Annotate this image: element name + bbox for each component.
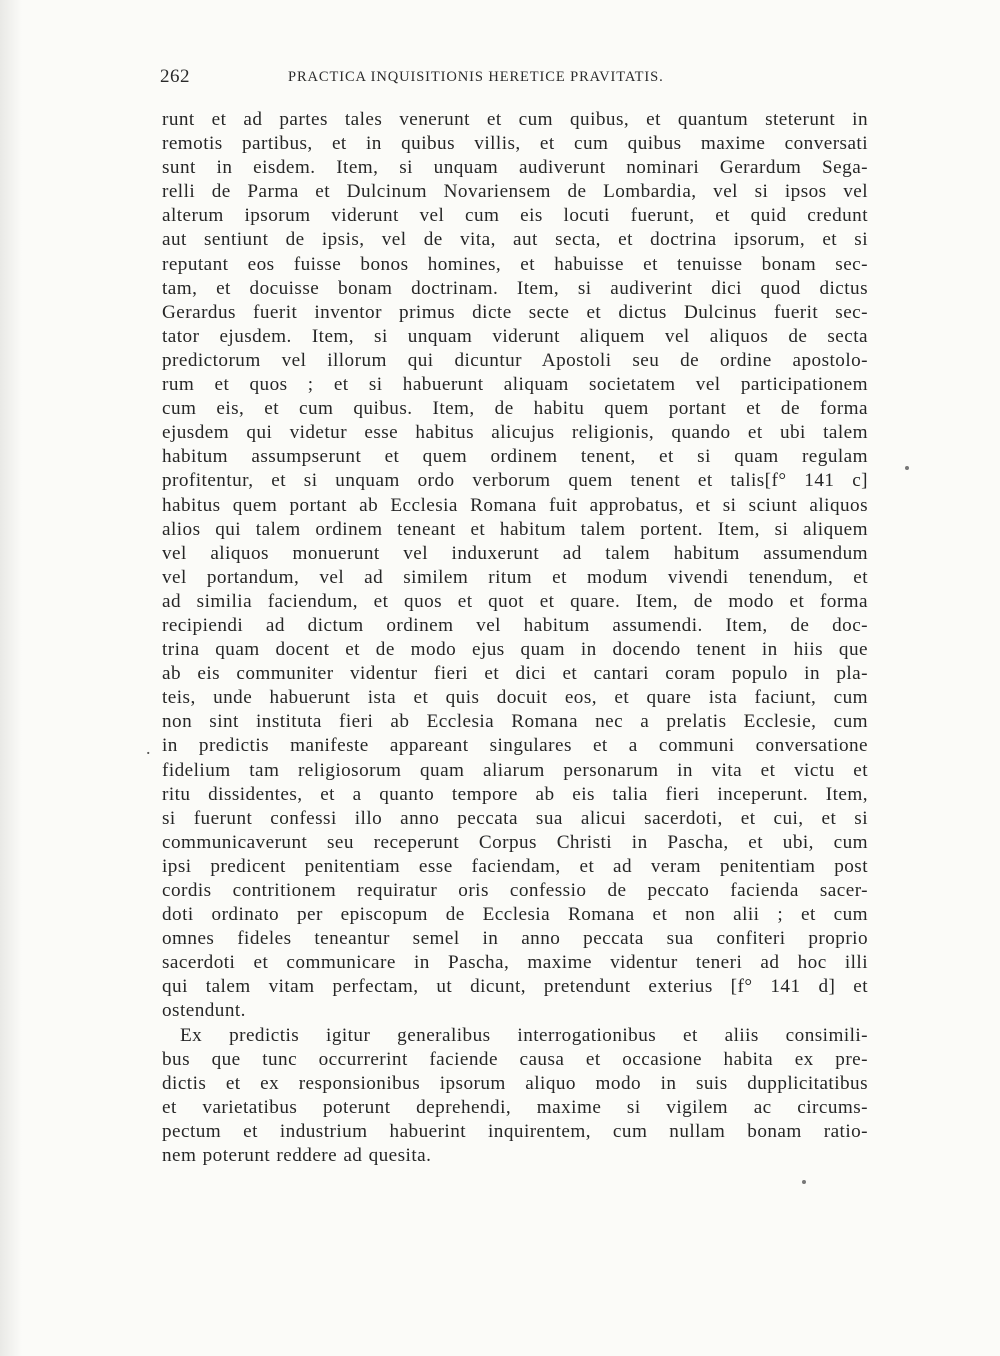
text-line: dictis et ex responsionibus ipsorum aliquo modo in suis dupplicitatibus xyxy=(162,1072,868,1094)
text-line: ad similia faciendum, et quos et quot et quare. Item, de modo et forma xyxy=(162,590,868,612)
text-line: trina quam docent et de modo ejus quam in docendo tenent in hiis que xyxy=(162,639,868,661)
text-line: recipiendi ad dictum ordinem vel habitum assumendi. Item, de doc- xyxy=(162,614,868,636)
body-text xyxy=(162,108,868,1168)
text-line: reputant eos fuisse bonos homines, et habuisse et tenuisse bonam sec- xyxy=(162,253,868,275)
page-number: 262 xyxy=(160,66,190,87)
margin-dot-mark: . xyxy=(146,738,151,758)
text-line: ostendunt. xyxy=(162,1000,246,1022)
text-line: Ex predictis igitur generalibus interrogationibus et aliis consimili- xyxy=(180,1024,868,1046)
text-line: sunt in eisdem. Item, si unquam audiverunt nominari Gerardum Sega- xyxy=(162,157,868,179)
text-line: bus que tunc occurrerint faciende causa et occasione habita ex pre- xyxy=(162,1048,868,1070)
text-line: profitentur, et si unquam ordo verborum quem tenent et talis[f° 141 c] xyxy=(162,470,868,492)
text-line: ejusdem qui videtur esse habitus alicujus religionis, quando et ubi talem xyxy=(162,422,868,444)
text-line: teis, unde habuerunt ista et quis docuit eos, et quare ista faciunt, cum xyxy=(162,687,868,709)
text-line: vel portandum, vel ad similem ritum et modum vivendi tenendum, et xyxy=(162,566,868,588)
ink-speck xyxy=(802,1180,806,1184)
text-line: predictorum vel illorum qui dicuntur Apostoli seu de ordine apostolo- xyxy=(162,349,868,371)
text-line: alios qui talem ordinem teneant et habitum talem portent. Item, si aliquem xyxy=(162,518,868,540)
text-line: ipsi predicent penitentiam esse faciendam, et ad veram penitentiam post xyxy=(162,855,868,877)
text-line: Gerardus fuerit inventor primus dicte secte et dictus Dulcinus fuerit sec- xyxy=(162,301,868,323)
text-line: fidelium tam religiosorum quam aliarum personarum in vita et victu et xyxy=(162,759,868,781)
text-line: communicaverunt seu receperunt Corpus Christi in Pascha, et ubi, cum xyxy=(162,831,868,853)
text-line: runt et ad partes tales venerunt et cum quibus, et quantum steterunt in xyxy=(162,109,868,130)
text-line: tator ejusdem. Item, si unquam viderunt aliquem vel aliquos de secta xyxy=(162,325,868,347)
text-line: non sint instituta fieri ab Ecclesia Romana nec a prelatis Ecclesie, cum xyxy=(162,711,868,733)
text-line: omnes fideles teneantur semel in anno peccata sua confiteri proprio xyxy=(162,928,868,950)
text-line: sacerdoti et communicare in Pascha, maxime videntur teneri ad hoc illi xyxy=(162,952,868,974)
text-line: nem poterunt reddere ad quesita. xyxy=(162,1145,432,1167)
text-line: habitum assumpserunt et quem ordinem tenent, et si quam regulam xyxy=(162,446,868,468)
page-edge-shadow xyxy=(0,0,22,1356)
text-line: et varietatibus poterunt deprehendi, maxime si vigilem ac circums- xyxy=(162,1096,868,1118)
running-head: PRACTICA INQUISITIONIS HERETICE PRAVITATIS. xyxy=(288,69,664,85)
text-line: remotis partibus, et in quibus villis, et cum quibus maxime conversati xyxy=(162,133,868,155)
text-line: aut sentiunt de ipsis, vel de vita, aut secta, et doctrina ipsorum, et si xyxy=(162,229,868,251)
text-line: rum et quos ; et si habuerunt aliquam societatem vel participationem xyxy=(162,374,868,396)
text-line: habitus quem portant ab Ecclesia Romana fuit approbatus, et si sciunt aliquos xyxy=(162,494,868,516)
text-line: ritu dissidentes, et a quanto tempore ab eis talia fieri inceperunt. Item, xyxy=(162,783,868,805)
text-line: vel aliquos monuerunt vel induxerunt ad talem habitum assumendum xyxy=(162,542,868,564)
text-line: in predictis manifeste appareant singulares et a communi conversatione xyxy=(162,735,868,757)
text-line: si fuerunt confessi illo anno peccata sua alicui sacerdoti, et cui, et si xyxy=(162,807,868,829)
text-line: relli de Parma et Dulcinum Novariensem de Lombardia, vel si ipsos vel xyxy=(162,181,868,203)
text-line: cordis contritionem requiratur oris confessio de peccato facienda sacer- xyxy=(162,880,868,901)
text-line: tam, et docuisse bonam doctrinam. Item, si audiverint dici quod dictus xyxy=(162,277,868,299)
text-line: cum eis, et cum quibus. Item, de habitu quem portant et de forma xyxy=(162,398,868,420)
text-line: ab eis communiter videntur fieri et dici et cantari coram populo in pla- xyxy=(162,663,868,685)
ink-speck xyxy=(905,466,909,470)
text-line: pectum et industrium habuerint inquirentem, cum nullam bonam ratio- xyxy=(162,1120,868,1142)
page-header xyxy=(160,66,870,92)
text-line: qui talem vitam perfectam, ut dicunt, pretendunt exterius [f° 141 d] et xyxy=(162,976,868,998)
text-line: alterum ipsorum viderunt vel cum eis locuti fuerunt, et quid credunt xyxy=(162,205,868,227)
text-line: doti ordinato per episcopum de Ecclesia Romana et non alii ; et cum xyxy=(162,904,868,926)
